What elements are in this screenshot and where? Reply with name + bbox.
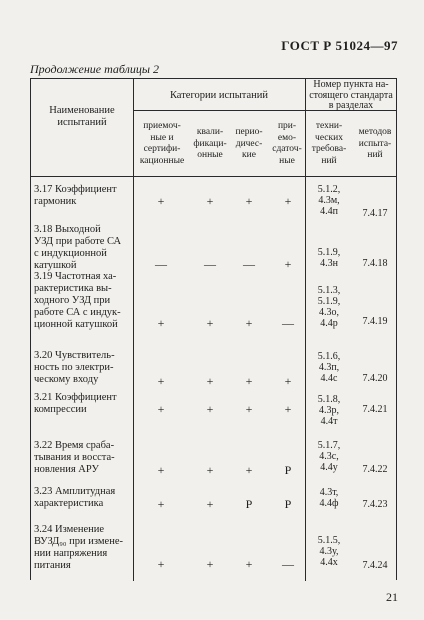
mark-periodic: + — [245, 402, 253, 416]
requirements-clause: 5.1.8, 4.3р, 4.4т — [317, 394, 341, 427]
row-name: 3.22 Время сраба- тывания и восста- новления АРУ — [34, 440, 115, 475]
header-clause: Номер пункта на- стоящего стандарта в разделах — [309, 79, 393, 111]
method-clause: 7.4.20 — [362, 373, 388, 384]
document-code: ГОСТ Р 51024—97 — [281, 38, 398, 53]
mark-qualification: + — [206, 374, 214, 388]
subheader-acceptance: приемоч- ные и сертифи- кационные — [139, 121, 185, 166]
requirements-clause: 5.1.7, 4.3с, 4.4у — [317, 440, 341, 473]
method-clause: 7.4.19 — [362, 316, 388, 327]
requirements-clause: 5.1.6, 4.3п, 4.4с — [317, 351, 341, 384]
mark-periodic: + — [245, 374, 253, 388]
mark-qualification: + — [206, 194, 214, 208]
mark-delivery: + — [284, 374, 292, 388]
mark-periodic: + — [245, 557, 253, 571]
header-bottom-line — [31, 176, 397, 177]
mark-delivery: + — [284, 257, 292, 271]
mark-qualification: + — [206, 463, 214, 477]
mark-qualification: — — [204, 257, 216, 271]
row-name: 3.19 Частотная ха- рактеристика вы- ходного УЗД при работе СА с индук- ционной катушкой — [34, 271, 121, 330]
row-name: 3.17 Коэффициент гармоник — [34, 184, 117, 207]
method-clause: 7.4.23 — [362, 499, 388, 510]
mark-acceptance: + — [157, 402, 165, 416]
subheader-acceptance-delivery: при- емо- сдаточ- ные — [272, 121, 302, 166]
method-clause: 7.4.21 — [362, 404, 388, 415]
mark-acceptance: + — [157, 557, 165, 571]
method-clause: 7.4.18 — [362, 258, 388, 269]
mark-periodic: + — [245, 194, 253, 208]
method-clause: 7.4.22 — [362, 464, 388, 475]
requirements-clause: 5.1.5, 4.3у, 4.4х — [317, 535, 341, 568]
mark-periodic: Р — [245, 497, 253, 511]
mark-acceptance: + — [157, 316, 165, 330]
row-name: 3.24 Изменение ВУЗД₉₀ при измене- нии напряжения питания — [34, 524, 123, 571]
row-name: 3.18 Выходной УЗД при работе СА с индукционной катушкой — [34, 224, 122, 271]
subheader-periodic: перио- дичес- кие — [235, 127, 263, 160]
mark-qualification: + — [206, 497, 214, 511]
mark-delivery: Р — [284, 463, 292, 477]
requirements-table — [30, 78, 397, 580]
mark-acceptance: + — [157, 374, 165, 388]
mark-delivery: + — [284, 402, 292, 416]
mark-periodic: + — [245, 316, 253, 330]
requirements-clause: 5.1.3, 5.1.9, 4.3о, 4.4р — [317, 285, 341, 329]
mark-delivery: Р — [284, 497, 292, 511]
header-name: Наименование испытаний — [49, 105, 115, 128]
subheader-technical-requirements: техни- ческих требова- ний — [311, 121, 347, 166]
mark-delivery: — — [282, 557, 294, 571]
mark-qualification: + — [206, 316, 214, 330]
mark-qualification: + — [206, 402, 214, 416]
row-name: 3.20 Чувствитель- ность по электри- ческому входу — [34, 350, 115, 385]
method-clause: 7.4.17 — [362, 208, 388, 219]
row-name: 3.23 Амплитудная характеристика — [34, 486, 116, 509]
mark-acceptance: + — [157, 463, 165, 477]
row-name: 3.21 Коэффициент компрессии — [34, 392, 117, 415]
mark-periodic: — — [243, 257, 255, 271]
col-divider — [133, 79, 134, 581]
method-clause: 7.4.24 — [362, 560, 388, 571]
header-categories: Категории испытаний — [169, 90, 269, 101]
table-continuation-caption: Продолжение таблицы 2 — [30, 62, 160, 76]
subheader-qualification: квали- фикаци- онные — [193, 127, 227, 160]
requirements-clause: 5.1.9, 4.3н — [317, 247, 341, 269]
requirements-clause: 5.1.2, 4.3м, 4.4п — [317, 184, 341, 217]
mark-delivery: — — [282, 316, 294, 330]
page-number: 21 — [386, 590, 398, 604]
mark-acceptance: — — [155, 257, 167, 271]
requirements-clause: 4.3т, 4.4ф — [319, 487, 339, 509]
mark-periodic: + — [245, 463, 253, 477]
subheader-test-methods: методов испыта- ний — [358, 127, 392, 160]
mark-acceptance: + — [157, 497, 165, 511]
mark-qualification: + — [206, 557, 214, 571]
mark-delivery: + — [284, 194, 292, 208]
mark-acceptance: + — [157, 194, 165, 208]
